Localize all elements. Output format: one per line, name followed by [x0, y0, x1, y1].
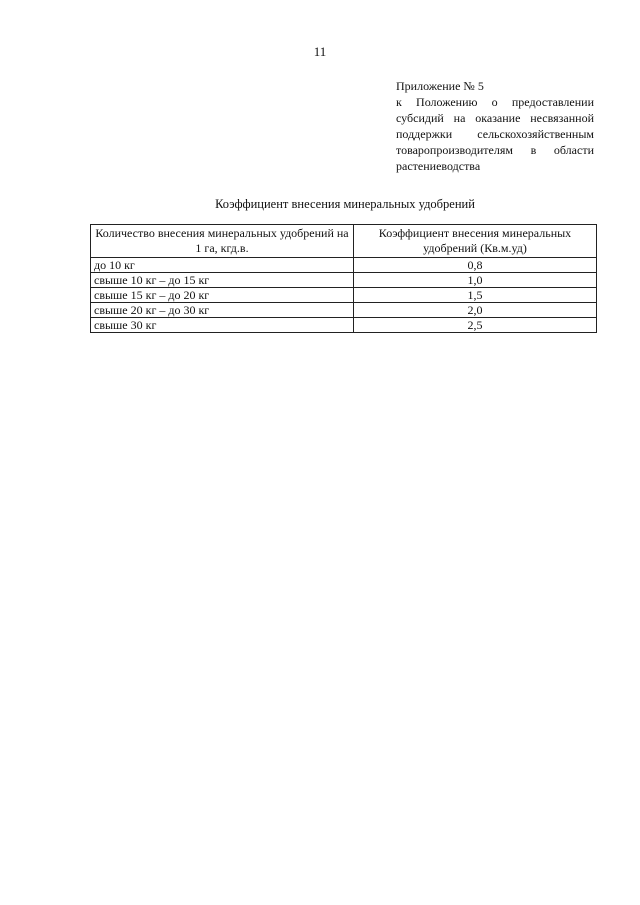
coefficient-table [90, 224, 597, 333]
coefficient-cell: 2,0 [354, 303, 597, 318]
amount-cell: свыше 10 кг – до 15 кг [91, 273, 354, 288]
page-number: 11 [313, 44, 327, 59]
table-row [91, 288, 597, 303]
amount-cell: свыше 30 кг [91, 318, 354, 333]
table-row [91, 303, 597, 318]
document-title: Коэффициент внесения минеральных удобрений [215, 197, 475, 211]
amount-cell: свыше 15 кг – до 20 кг [91, 288, 354, 303]
header-amount: Количество внесения минеральных удобрений на 1 га, кгд.в. [91, 225, 354, 258]
table-row [91, 318, 597, 333]
header-coefficient: Коэффициент внесения минеральных удобрений (Кв.м.уд) [354, 225, 597, 258]
appendix-text: к Положению о предоставлении субсидий на оказание несвязанной поддержки сельскохозяйственным товаропроизводителям в области растениеводства [396, 95, 594, 173]
amount-cell: свыше 20 кг – до 30 кг [91, 303, 354, 318]
coefficient-cell: 0,8 [354, 258, 597, 273]
table-row [91, 258, 597, 273]
amount-cell: до 10 кг [91, 258, 354, 273]
appendix-block [396, 78, 594, 174]
coefficient-cell: 2,5 [354, 318, 597, 333]
table-header-row [91, 225, 597, 258]
table-row [91, 273, 597, 288]
coefficient-cell: 1,0 [354, 273, 597, 288]
coefficient-cell: 1,5 [354, 288, 597, 303]
appendix-title: Приложение № 5 [396, 79, 484, 93]
